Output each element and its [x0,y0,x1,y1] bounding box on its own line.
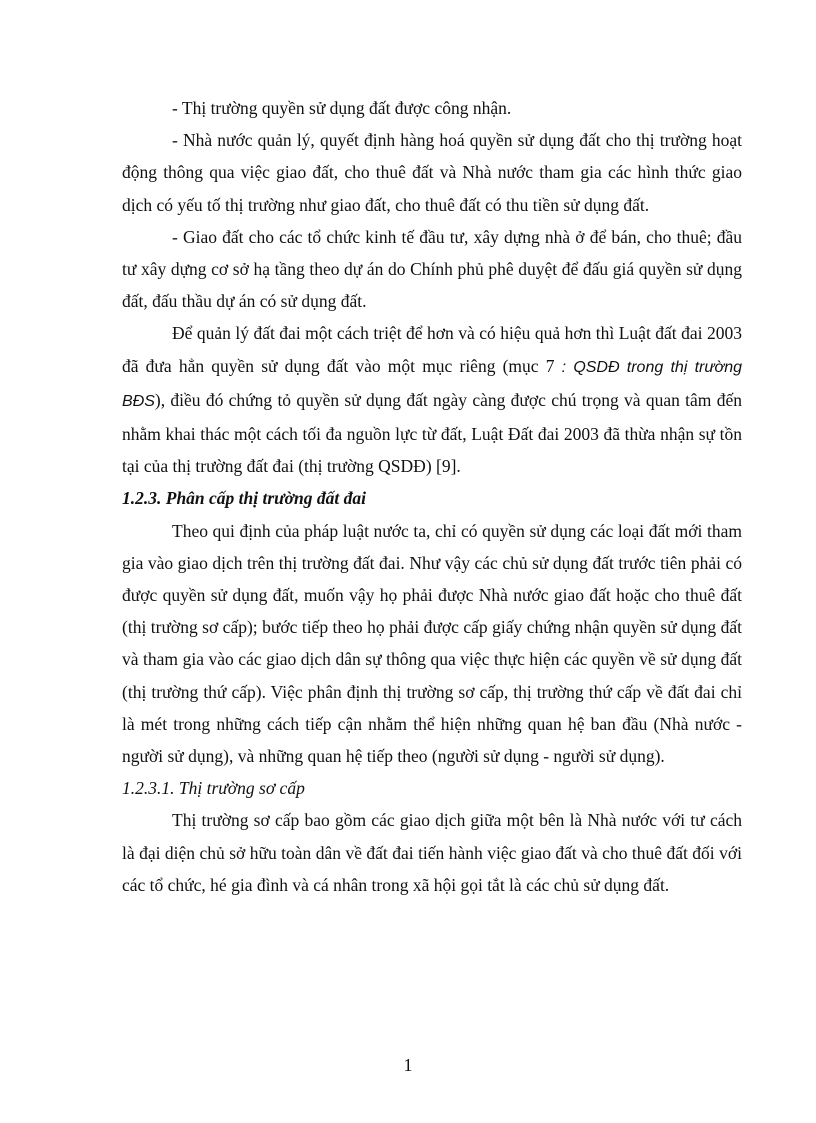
italic-reference: : QSDĐ trong thị trường BĐS [122,358,742,410]
section-heading-1-2-3: 1.2.3. Phân cấp thị trường đất đai [122,488,367,509]
bullet-paragraph-1: - Thị trường quyền sử dụng đất được công nhận. [172,98,512,118]
subsection-heading-1-2-3-1: 1.2.3.1. Thị trường sơ cấp [122,778,305,799]
body-paragraph-primary-market: Thị trường sơ cấp bao gồm các giao dịch giữa một bên là Nhà nước với tư cách là đại diện chủ sở hữu toàn dân về đất đai tiến hành việc giao đất và cho thuê đất đối với các tổ chức, hé gia đình và cá nhân trong xã hội gọi tắt là các chủ sử dụng đất. [122,810,742,895]
bullet-paragraph-3: - Giao đất cho các tổ chức kinh tế đầu tư, xây dựng nhà ở để bán, cho thuê; đầu tư xây dựng cơ sở hạ tầng theo dự án do Chính phủ phê duyệt để đấu giá quyền sử dụng đất, đấu thầu dự án có sử dụng đất. [122,226,742,312]
bullet-paragraph-2: - Nhà nước quản lý, quyết định hàng hoá quyền sử dụng đất cho thị trường hoạt động thông qua việc giao đất, cho thuê đất và Nhà nước tham gia các hình thức giao dịch có yếu tố thị trường như giao đất, cho thuê đất có thu tiền sử dụng đất. [122,130,742,215]
body-paragraph-market-levels: Theo qui định của pháp luật nước ta, chỉ có quyền sử dụng các loại đất mới tham gia vào giao dịch trên thị trường đất đai. Như vậy các chủ sử dụng đất trước tiên phải có được quyền sử dụng đất, muốn vậy họ phải được Nhà nước giao đất hoặc cho thuê đất (thị trường sơ cấp); bước tiếp theo họ phải được cấp giấy chứng nhận quyền sử dụng đất và tham gia vào các giao dịch dân sự thông qua việc thực hiện các quyền về sử dụng đất (thị trường thứ cấp). Việc phân định thị trường sơ cấp, thị trường thứ cấp về đất đai chỉ là mét trong những cách tiếp cận nhằm thể hiện những quan hệ ban đầu (Nhà nước - người sử dụng), và những quan hệ tiếp theo (người sử dụng - người sử dụng). [122,520,742,767]
document-page [122,92,742,901]
paragraph-text-after: ), điều đó chứng tỏ quyền sử dụng đất ngày càng được chú trọng và quan tâm đến nhằm khai thác một cách tối đa nguồn lực từ đất, Luật Đất đai 2003 đã thừa nhận sự tồn tại của thị trường đất đai (thị trường QSDĐ) [9]. [122,389,742,477]
body-paragraph-law-2003 [122,317,742,482]
page-number: 1 [403,1055,413,1075]
paragraph-text-before: Để quản lý đất đai một cách triệt để hơn và có hiệu quả hơn thì Luật đất đai 2003 đã đưa hẳn quyền sử dụng đất vào một mục riêng (mục 7 [122,323,742,376]
